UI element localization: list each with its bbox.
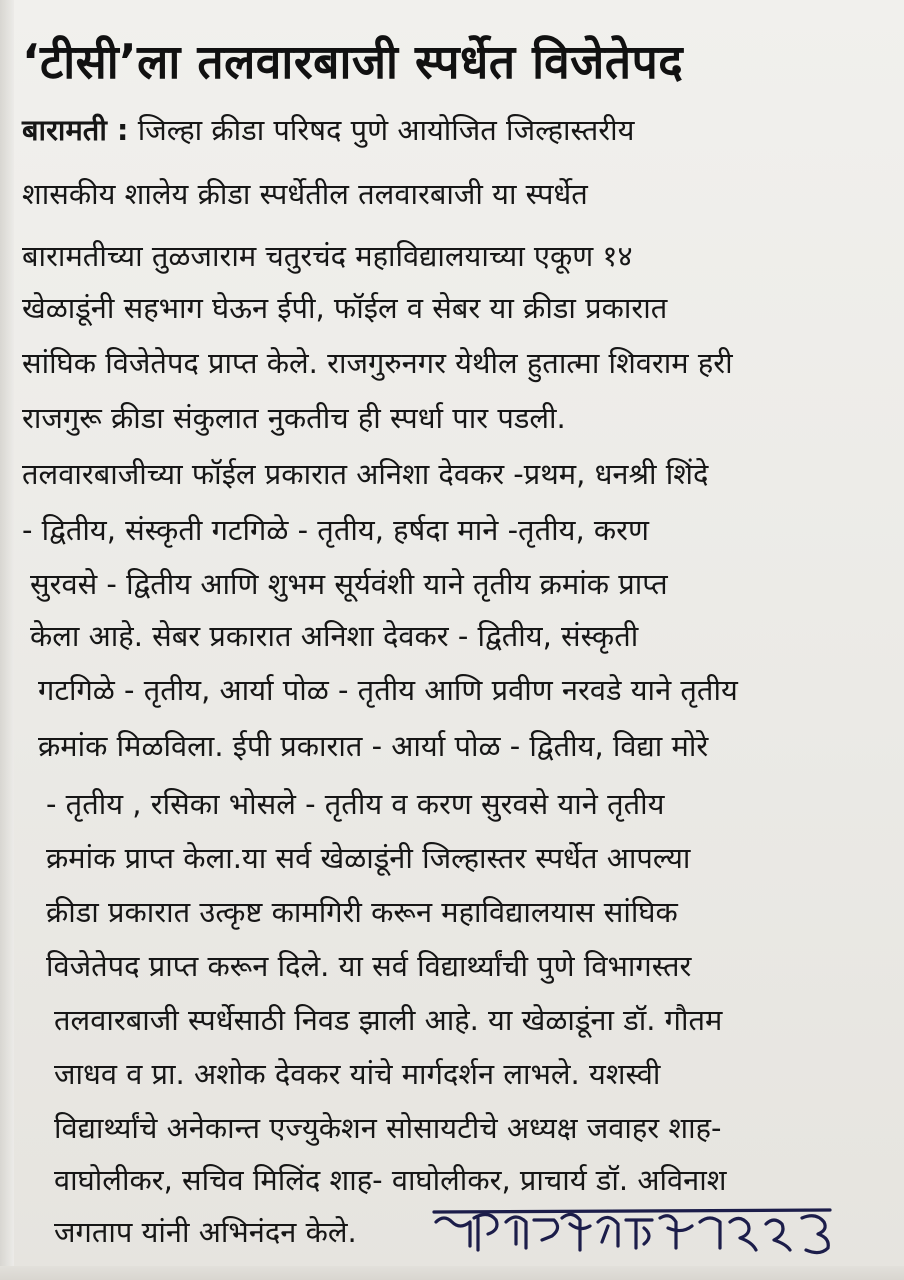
article-line-7: तलवारबाजीच्या फॉईल प्रकारात अनिशा देवकर -प्रथम, धनश्री शिंदे — [22, 457, 709, 491]
article-line-1 — [22, 108, 880, 152]
article-headline: ‘टीसी’ला तलवारबाजी स्पर्धेत विजेतेपद — [22, 35, 684, 90]
article-line-16: विजेतेपद प्राप्त करून दिले. या सर्व विद्यार्थ्यांची पुणे विभागस्तर — [46, 949, 692, 983]
article-line-8: - द्वितीय, संस्कृती गटगिळे - तृतीय, हर्षदा माने -तृतीय, करण — [22, 513, 649, 547]
article-dateline: बारामती : — [22, 113, 129, 147]
article-line-21: जगताप यांनी अभिनंदन केले. — [54, 1215, 357, 1249]
article-line-2: शासकीय शालेय क्रीडा स्पर्धेतील तलवारबाजी या स्पर्धेत — [22, 177, 588, 211]
article-line-12: क्रमांक मिळविला. ईपी प्रकारात - आर्या पोळ - द्वितीय, विद्या मोरे — [38, 729, 709, 763]
article-line-13: - तृतीय , रसिका भोसले - तृतीय व करण सुरवसे याने तृतीय — [46, 787, 665, 821]
article-line-14: क्रमांक प्राप्त केला.या सर्व खेळाडूंनी जिल्हास्तर स्पर्धेत आपल्या — [46, 841, 691, 875]
article-line-1-text: जिल्हा क्रीडा परिषद पुणे आयोजित जिल्हास्तरीय — [128, 113, 635, 147]
article-line-9: सुरवसे - द्वितीय आणि शुभम सूर्यवंशी याने तृतीय क्रमांक प्राप्त — [30, 567, 668, 601]
article-line-20: वाघोलीकर, सचिव मिलिंद शाह- वाघोलीकर, प्राचार्य डॉ. अविनाश — [54, 1163, 727, 1197]
handwritten-note-drawing — [430, 1200, 870, 1260]
handwritten-source-note — [430, 1200, 870, 1260]
article-line-15: क्रीडा प्रकारात उत्कृष्ट कामगिरी करून महाविद्यालयास सांघिक — [46, 895, 678, 929]
article-line-11: गटगिळे - तृतीय, आर्या पोळ - तृतीय आणि प्रवीण नरवडे याने तृतीय — [38, 673, 738, 707]
article-line-4: खेळाडूंनी सहभाग घेऊन ईपी, फॉईल व सेबर या क्रीडा प्रकारात — [22, 291, 668, 325]
article-line-17: तलवारबाजी स्पर्धेसाठी निवड झाली आहे. या खेळाडूंना डॉ. गौतम — [54, 1003, 723, 1037]
article-line-19: विद्यार्थ्यांचे अनेकान्त एज्युकेशन सोसायटीचे अध्यक्ष जवाहर शाह- — [54, 1111, 722, 1145]
clipping-bottom-edge — [0, 1266, 904, 1280]
article-line-5: सांघिक विजेतेपद प्राप्त केले. राजगुरुनगर येथील हुतात्मा शिवराम हरी — [22, 346, 733, 380]
article-line-18: जाधव व प्रा. अशोक देवकर यांचे मार्गदर्शन लाभले. यशस्वी — [54, 1057, 661, 1091]
article-line-10: केला आहे. सेबर प्रकारात अनिशा देवकर - द्वितीय, संस्कृती — [30, 619, 639, 653]
clipping-left-edge — [0, 0, 14, 1280]
article-line-3: बारामतीच्या तुळजाराम चतुरचंद महाविद्यालयाच्या एकूण १४ — [22, 239, 633, 273]
article-line-6: राजगुरू क्रीडा संकुलात नुकतीच ही स्पर्धा पार पडली. — [22, 401, 566, 435]
